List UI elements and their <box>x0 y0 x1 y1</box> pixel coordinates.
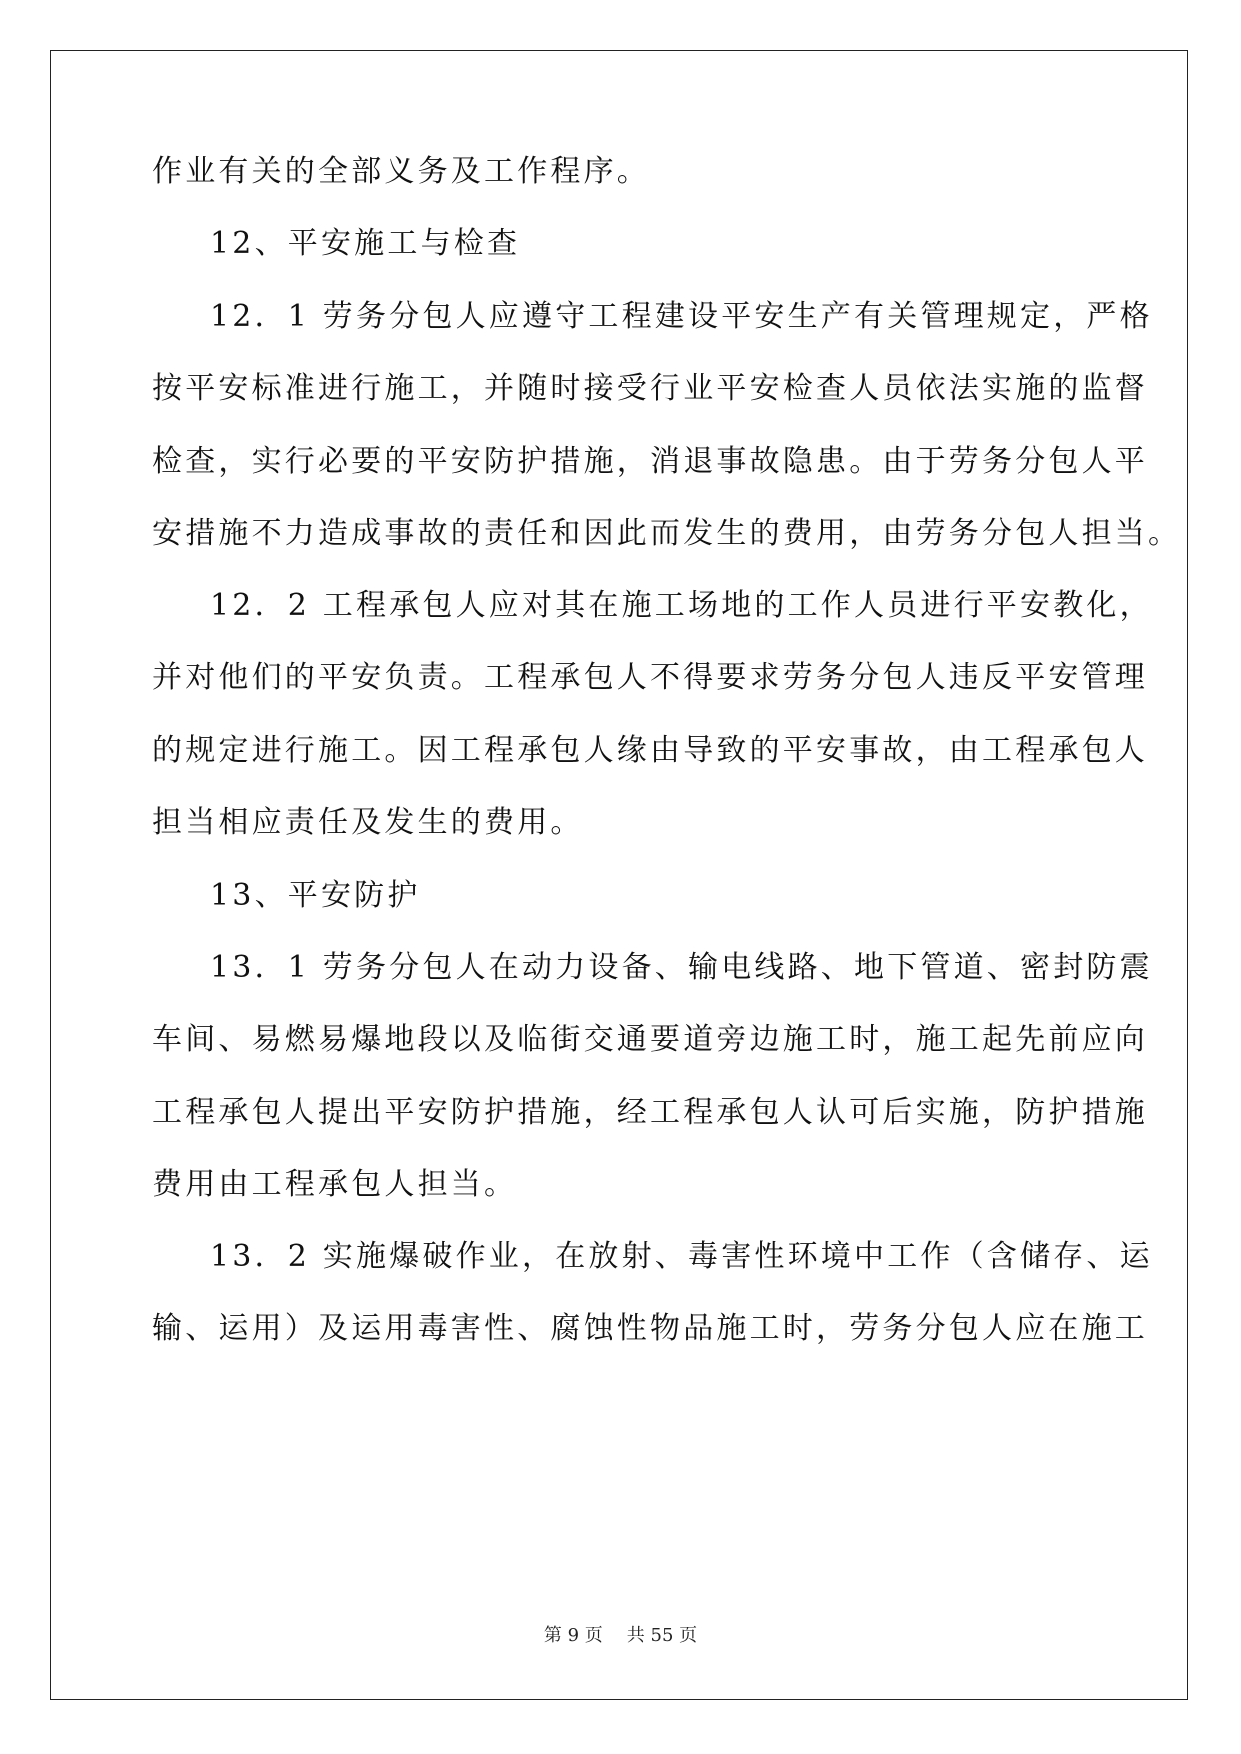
text-line: 12．2 工程承包人应对其在施工场地的工作人员进行平安教化， <box>210 588 1153 623</box>
section-heading: 13、平安防护 <box>210 878 421 913</box>
text-line: 12．1 劳务分包人应遵守工程建设平安生产有关管理规定，严格 <box>210 299 1153 334</box>
page-number: 第 9 页 <box>543 1625 603 1646</box>
text-line: 费用由工程承包人担当。 <box>152 1167 518 1202</box>
text-line: 作业有关的全部义务及工作程序。 <box>152 154 650 189</box>
text-line: 检查，实行必要的平安防护措施，消退事故隐患。由于劳务分包人平 <box>152 444 1148 479</box>
section-heading: 12、平安施工与检查 <box>210 226 521 261</box>
text-line: 担当相应责任及发生的费用。 <box>152 805 584 840</box>
text-line: 按平安标准进行施工，并随时接受行业平安检查人员依法实施的监督 <box>152 371 1148 406</box>
text-line: 13．2 实施爆破作业，在放射、毒害性环境中工作（含储存、运 <box>210 1239 1153 1274</box>
text-line: 工程承包人提出平安防护措施，经工程承包人认可后实施，防护措施 <box>152 1095 1148 1130</box>
text-line: 安措施不力造成事故的责任和因此而发生的费用，由劳务分包人担当。 <box>152 516 1182 551</box>
page-total: 共 55 页 <box>626 1625 698 1646</box>
page-footer <box>0 1624 1241 1648</box>
text-line: 并对他们的平安负责。工程承包人不得要求劳务分包人违反平安管理 <box>152 660 1148 695</box>
text-line: 13．1 劳务分包人在动力设备、输电线路、地下管道、密封防震 <box>210 950 1153 985</box>
text-line: 输、运用）及运用毒害性、腐蚀性物品施工时，劳务分包人应在施工 <box>152 1311 1148 1346</box>
text-line: 车间、易燃易爆地段以及临街交通要道旁边施工时，施工起先前应向 <box>152 1022 1148 1057</box>
text-line: 的规定进行施工。因工程承包人缘由导致的平安事故，由工程承包人 <box>152 733 1148 768</box>
